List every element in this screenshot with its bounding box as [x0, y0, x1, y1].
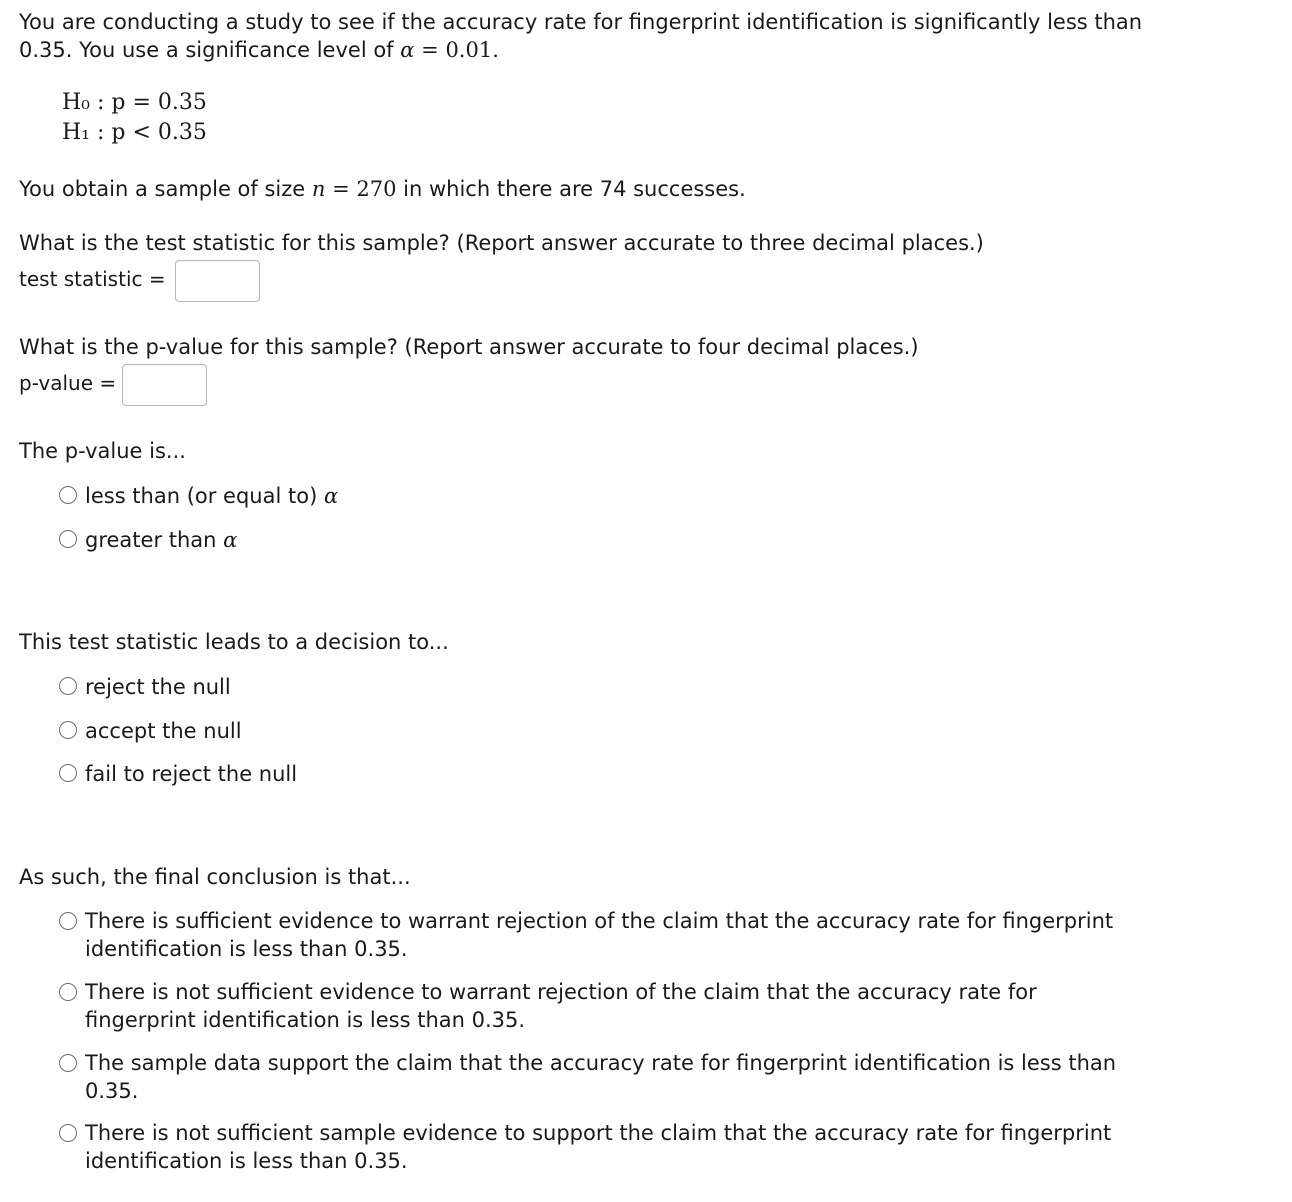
conclusion-prompt: As such, the final conclusion is that...: [19, 865, 411, 889]
option-label: less than (or equal to) α: [85, 484, 339, 508]
option-label: There is not sufficient sample evidence to support the claim that the accuracy rate for fingerprint identification is less than 0.35.: [85, 1121, 1112, 1173]
radio-button[interactable]: [59, 721, 77, 739]
sample-suffix: in which there are 74 successes.: [403, 177, 746, 201]
p-value-compare-prompt: The p-value is...: [19, 439, 186, 463]
option-accept-null[interactable]: [59, 717, 242, 745]
alpha-symbol: α: [223, 528, 238, 552]
option-fail-to-reject-null[interactable]: [59, 760, 297, 788]
sample-prefix: You obtain a sample of size: [19, 177, 306, 201]
radio-button[interactable]: [59, 1054, 77, 1072]
alternative-hypothesis: H₁ : p < 0.35: [62, 120, 207, 145]
radio-button[interactable]: [59, 1124, 77, 1142]
option-label: accept the null: [85, 719, 242, 743]
n-value: 270: [356, 177, 397, 201]
n-symbol: n: [311, 177, 326, 201]
radio-button[interactable]: [59, 983, 77, 1001]
option-label: The sample data support the claim that the accuracy rate for fingerprint identification is less than 0.35.: [85, 1051, 1117, 1103]
option-label: reject the null: [85, 675, 231, 699]
test-statistic-question: What is the test statistic for this sample? (Report answer accurate to three decimal places.): [19, 231, 984, 255]
period: .: [492, 38, 499, 62]
p-value-input[interactable]: [123, 365, 206, 405]
alpha-value: 0.01: [445, 38, 493, 62]
radio-button[interactable]: [59, 764, 77, 782]
option-reject-null[interactable]: [59, 673, 231, 701]
conclusion-option-4[interactable]: [59, 1119, 1139, 1175]
sample-description: [19, 177, 746, 201]
option-greater-than-alpha[interactable]: [59, 526, 237, 554]
conclusion-option-1[interactable]: [59, 907, 1139, 963]
option-label: There is not sufficient evidence to warrant rejection of the claim that the accuracy rate for fingerprint identification is less than 0.35.: [85, 980, 1037, 1032]
decision-prompt: This test statistic leads to a decision to...: [19, 630, 449, 654]
intro-line2-text: 0.35. You use a significance level of: [19, 38, 394, 62]
alpha-symbol: α: [323, 484, 339, 508]
radio-button[interactable]: [59, 486, 77, 504]
test-statistic-input[interactable]: [176, 261, 259, 301]
alpha-symbol: α: [400, 38, 415, 62]
radio-button[interactable]: [59, 677, 77, 695]
problem-intro-line2: [19, 38, 499, 62]
null-hypothesis: H₀ : p = 0.35: [62, 90, 207, 115]
option-less-than-alpha[interactable]: [59, 482, 338, 510]
conclusion-option-3[interactable]: [59, 1049, 1139, 1105]
test-statistic-input-box[interactable]: [175, 260, 260, 302]
problem-intro-line1: You are conducting a study to see if the accuracy rate for fingerprint identification is significantly less than: [19, 10, 1143, 34]
equals-sign: =: [332, 177, 350, 201]
equals-sign: =: [421, 38, 439, 62]
conclusion-option-2[interactable]: [59, 978, 1139, 1034]
option-label: greater than α: [85, 528, 238, 552]
radio-button[interactable]: [59, 912, 77, 930]
option-label: There is sufficient evidence to warrant rejection of the claim that the accuracy rate for fingerprint identification is less than 0.35.: [85, 909, 1114, 961]
test-statistic-label: test statistic =: [19, 267, 166, 291]
radio-button[interactable]: [59, 530, 77, 548]
option-label: fail to reject the null: [85, 762, 298, 786]
p-value-question: What is the p-value for this sample? (Report answer accurate to four decimal places.): [19, 335, 919, 359]
p-value-input-box[interactable]: [122, 364, 207, 406]
p-value-label: p-value =: [19, 371, 117, 395]
